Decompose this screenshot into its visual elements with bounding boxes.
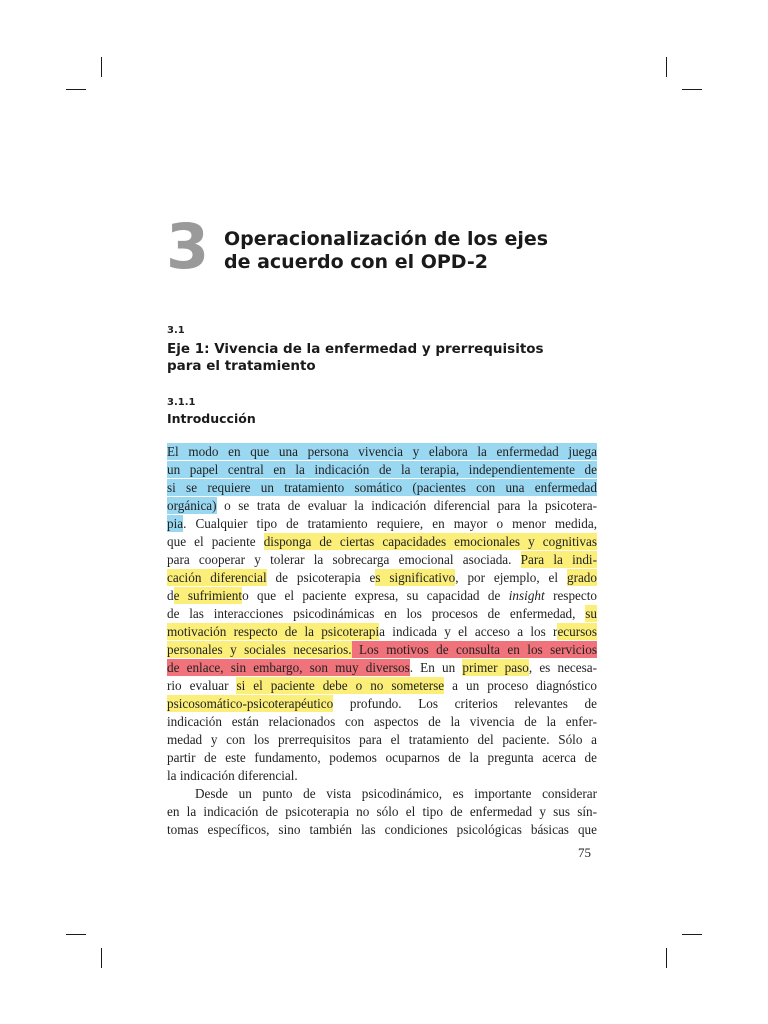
highlight-blue: El modo en que una persona vivencia y elabora la enfermedad juega bbox=[167, 444, 597, 459]
section-title bbox=[167, 341, 607, 375]
highlight-red: Los motivos de consulta en los servicios bbox=[351, 642, 598, 657]
italic-term: insight bbox=[508, 588, 545, 603]
text-line: la indicación diferencial. bbox=[167, 768, 298, 783]
highlight-yellow: motivación respecto de la psicoterapi bbox=[167, 624, 380, 639]
text-line: en la indicación de psicoterapia no sólo el tipo de enfermedad y sus sín- bbox=[167, 804, 597, 819]
section-title-line: para el tratamiento bbox=[167, 358, 316, 374]
crop-mark bbox=[101, 948, 102, 968]
chapter-title-line: de acuerdo con el OPD-2 bbox=[224, 251, 489, 273]
highlight-blue: si se requiere un tratamiento somático (pacientes con una enfermedad bbox=[167, 480, 597, 495]
page-number: 75 bbox=[578, 845, 591, 860]
crop-mark bbox=[101, 57, 102, 77]
text-line bbox=[167, 587, 597, 605]
text-run: respecto bbox=[544, 588, 598, 603]
text-run: de psicoterapia e bbox=[266, 570, 376, 585]
text-run: o se trata de evaluar la indicación diferencial para la psicotera- bbox=[216, 498, 597, 513]
text-line: Desde un punto de vista psicodinámico, es importante considerar bbox=[195, 786, 597, 801]
text-line bbox=[167, 641, 597, 659]
text-line: tomas específicos, sino también las condiciones psicológicas básicas que bbox=[167, 822, 597, 837]
text-run: rio evaluar bbox=[167, 678, 237, 693]
text-run: a un proceso diagnóstico bbox=[444, 678, 598, 693]
text-run: que el paciente bbox=[167, 534, 264, 549]
text-line bbox=[167, 497, 597, 515]
text-run: . Cualquier tipo de tratamiento requiere, en mayor o menor medida, bbox=[183, 516, 597, 531]
text-line bbox=[167, 551, 597, 569]
section-number: 3.1 bbox=[167, 325, 185, 336]
crop-mark bbox=[666, 948, 667, 968]
text-line bbox=[167, 461, 597, 479]
text-line: indicación están relacionados con aspectos de la vivencia de la enfer- bbox=[167, 714, 597, 729]
text-line: medad y con los prerrequisitos para el tratamiento del paciente. Sólo a bbox=[167, 732, 597, 747]
text-run: d bbox=[167, 588, 174, 603]
text-line bbox=[167, 659, 597, 677]
highlight-yellow: Para la indi- bbox=[520, 552, 597, 567]
highlight-yellow: ecursos bbox=[557, 624, 597, 639]
body-text bbox=[167, 443, 597, 839]
highlight-blue: orgánica) bbox=[167, 498, 217, 513]
subsection-title: Introducción bbox=[167, 411, 256, 426]
text-run: , es necesa- bbox=[528, 660, 598, 675]
text-line bbox=[167, 569, 597, 587]
highlight-yellow: su bbox=[585, 606, 597, 621]
chapter-title bbox=[224, 228, 644, 274]
crop-mark bbox=[66, 89, 86, 90]
crop-mark bbox=[682, 934, 702, 935]
highlight-yellow: disponga de ciertas capacidades emocionales y cognitivas bbox=[263, 534, 597, 549]
text-line bbox=[167, 677, 597, 695]
text-run: o que el paciente expresa, su capacidad de bbox=[242, 588, 509, 603]
text-run: para cooperar y tolerar la sobrecarga emocional asociada. bbox=[167, 552, 521, 567]
chapter-title-line: Operacionalización de los ejes bbox=[224, 228, 549, 250]
text-line bbox=[167, 479, 597, 497]
highlight-yellow: grado bbox=[566, 570, 597, 585]
highlight-yellow: s significativo bbox=[375, 570, 456, 585]
text-line bbox=[167, 695, 597, 713]
crop-mark bbox=[682, 89, 702, 90]
text-run: . En un bbox=[409, 660, 463, 675]
highlight-yellow: personales y sociales necesarios. bbox=[167, 642, 352, 657]
text-line bbox=[167, 605, 597, 623]
text-line bbox=[167, 515, 597, 533]
text-line bbox=[167, 623, 597, 641]
highlight-yellow: si el paciente debe o no someterse bbox=[236, 678, 445, 693]
text-line: partir de este fundamento, podemos ocuparnos de la pregunta acerca de bbox=[167, 750, 597, 765]
crop-mark bbox=[666, 57, 667, 77]
text-line bbox=[167, 443, 597, 461]
chapter-number: 3 bbox=[166, 210, 209, 283]
text-run: profundo. Los criterios relevantes de bbox=[333, 696, 597, 711]
text-run: , por ejemplo, el bbox=[455, 570, 567, 585]
text-run: de las interacciones psicodinámicas en los procesos de enfermedad, bbox=[167, 606, 586, 621]
subsection-number: 3.1.1 bbox=[167, 397, 196, 408]
highlight-yellow: psicosomático-psicoterapéutico bbox=[167, 696, 334, 711]
highlight-yellow: primer paso bbox=[462, 660, 529, 675]
crop-mark bbox=[66, 934, 86, 935]
highlight-red: de enlace, sin embargo, son muy diversos bbox=[167, 660, 410, 675]
highlight-yellow: e sufrimient bbox=[173, 588, 243, 603]
highlight-blue: un papel central en la indicación de la terapia, independientemente de bbox=[167, 462, 597, 477]
section-title-line: Eje 1: Vivencia de la enfermedad y prerrequisitos bbox=[167, 341, 544, 357]
highlight-blue: pia bbox=[167, 516, 184, 531]
text-run: a indicada y el acceso a los r bbox=[379, 624, 558, 639]
highlight-yellow: cación diferencial bbox=[167, 570, 267, 585]
text-line bbox=[167, 533, 597, 551]
